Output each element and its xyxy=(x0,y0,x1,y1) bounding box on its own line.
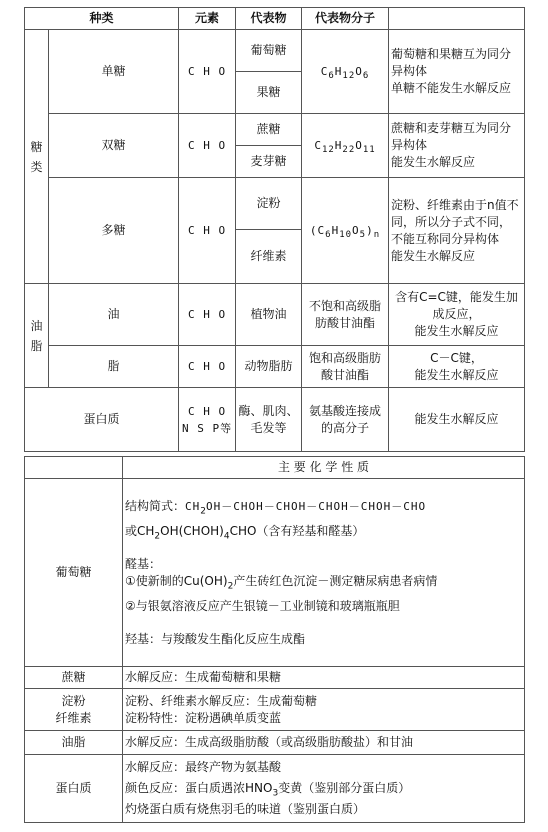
mono-elements: C H O xyxy=(179,30,236,114)
header-notes xyxy=(389,8,525,30)
row-mono-1 xyxy=(25,30,525,72)
group-fat: 油脂 xyxy=(25,284,49,388)
di-rep-sucrose: 蔗糖 xyxy=(236,114,302,146)
di-note: 蔗糖和麦芽糖互为同分异构体 能发生水解反应 xyxy=(389,114,525,178)
glucose-struct-alt: 或$CH_2OH(CHOH)_4CHO$（含有羟基和醛基） xyxy=(125,523,365,541)
mono-name: 单糖 xyxy=(49,30,179,114)
di-elements: C H O xyxy=(179,114,236,178)
di-formula: $C_{12}H_{22}O_{11}$ xyxy=(302,114,389,178)
glucose-props xyxy=(123,479,525,667)
oil-elements: C H O xyxy=(179,284,236,346)
poly-formula: $(C_6H_{10}O_5)_n$ xyxy=(302,178,389,284)
mono-formula: $C_6H_{12}O_6$ xyxy=(302,30,389,114)
protein-props-name: 蛋白质 xyxy=(25,755,123,823)
row-glucose xyxy=(25,479,525,667)
mono-note: 葡萄糖和果糖互为同分异构体 单糖不能发生水解反应 xyxy=(389,30,525,114)
properties-header-blank xyxy=(25,457,123,479)
row-oil xyxy=(25,284,525,346)
di-rep-maltose: 麦芽糖 xyxy=(236,146,302,178)
glucose-name: 葡萄糖 xyxy=(25,479,123,667)
row-poly-1 xyxy=(25,178,525,230)
properties-table xyxy=(24,456,525,823)
header-elements: 元素 xyxy=(179,8,236,30)
mono-rep-fructose: 果糖 xyxy=(236,72,302,114)
properties-header-row xyxy=(25,457,525,479)
header-type: 种类 xyxy=(25,8,179,30)
glucose-aldehyde-2: ②与银氨溶液反应产生银镜－工业制镜和玻璃瓶瓶胆 xyxy=(125,598,400,613)
starch-props: 淀粉、纤维素水解反应：生成葡萄糖 淀粉特性：淀粉遇碘单质变蓝 xyxy=(123,689,525,731)
protein-molecule: 氨基酸连接成的高分子 xyxy=(302,388,389,452)
row-fat xyxy=(25,346,525,388)
header-representative: 代表物 xyxy=(236,8,302,30)
fat-elements: C H O xyxy=(179,346,236,388)
group-sugar: 糖类 xyxy=(25,30,49,284)
protein-elements: C H O N S P等 xyxy=(179,388,236,452)
glucose-aldehyde-label: 醛基： xyxy=(125,556,162,571)
row-di-1 xyxy=(25,114,525,146)
oil-rep: 植物油 xyxy=(236,284,302,346)
row-starch xyxy=(25,689,525,731)
composition-table xyxy=(24,7,525,452)
header-row xyxy=(25,8,525,30)
header-molecule: 代表物分子 xyxy=(302,8,389,30)
row-protein xyxy=(25,388,525,452)
protein-props xyxy=(123,755,525,823)
sucrose-name: 蔗糖 xyxy=(25,667,123,689)
protein-rep: 酶、肌肉、毛发等 xyxy=(236,388,302,452)
protein-name: 蛋白质 xyxy=(25,388,179,452)
mono-rep-glucose: 葡萄糖 xyxy=(236,30,302,72)
poly-elements: C H O xyxy=(179,178,236,284)
oilfat-name: 油脂 xyxy=(25,731,123,755)
row-sucrose xyxy=(25,667,525,689)
glucose-hydroxyl: 羟基：与羧酸发生酯化反应生成酯 xyxy=(125,631,306,646)
fat-molecule: 饱和高级脂肪酸甘油酯 xyxy=(302,346,389,388)
oil-note: 含有C=C键，能发生加成反应， 能发生水解反应 xyxy=(389,284,525,346)
glucose-aldehyde-1: ①使新制的$Cu(OH)_2$产生砖红色沉淀－测定糖尿病患者病情 xyxy=(125,573,438,591)
fat-rep: 动物脂肪 xyxy=(236,346,302,388)
di-name: 双糖 xyxy=(49,114,179,178)
properties-header: 主 要 化 学 性 质 xyxy=(123,457,525,479)
protein-prop-3: 灼烧蛋白质有烧焦羽毛的味道（鉴别蛋白质） xyxy=(125,802,366,816)
protein-note: 能发生水解反应 xyxy=(389,388,525,452)
row-oilfat xyxy=(25,731,525,755)
fat-name: 脂 xyxy=(49,346,179,388)
glucose-struct: 结构简式：$CH_2OH-CHOH-CHOH-CHOH-CHOH-CHO$ xyxy=(125,498,427,516)
oilfat-prop: 水解反应：生成高级脂肪酸（或高级脂肪酸盐）和甘油 xyxy=(123,731,525,755)
starch-name: 淀粉 纤维素 xyxy=(25,689,123,731)
poly-note: 淀粉、纤维素由于n值不同，所以分子式不同，不能互称同分异构体 能发生水解反应 xyxy=(389,178,525,284)
fat-note: C－C键， 能发生水解反应 xyxy=(389,346,525,388)
oil-molecule: 不饱和高级脂肪酸甘油酯 xyxy=(302,284,389,346)
protein-prop-2: 颜色反应：蛋白质遇浓$HNO_3$变黄（鉴别部分蛋白质） xyxy=(125,781,411,799)
poly-rep-starch: 淀粉 xyxy=(236,178,302,230)
row-protein-props xyxy=(25,755,525,823)
oil-name: 油 xyxy=(49,284,179,346)
poly-rep-cellulose: 纤维素 xyxy=(236,230,302,284)
poly-name: 多糖 xyxy=(49,178,179,284)
protein-prop-1: 水解反应：最终产物为氨基酸 xyxy=(125,760,282,774)
sucrose-prop: 水解反应：生成葡萄糖和果糖 xyxy=(123,667,525,689)
